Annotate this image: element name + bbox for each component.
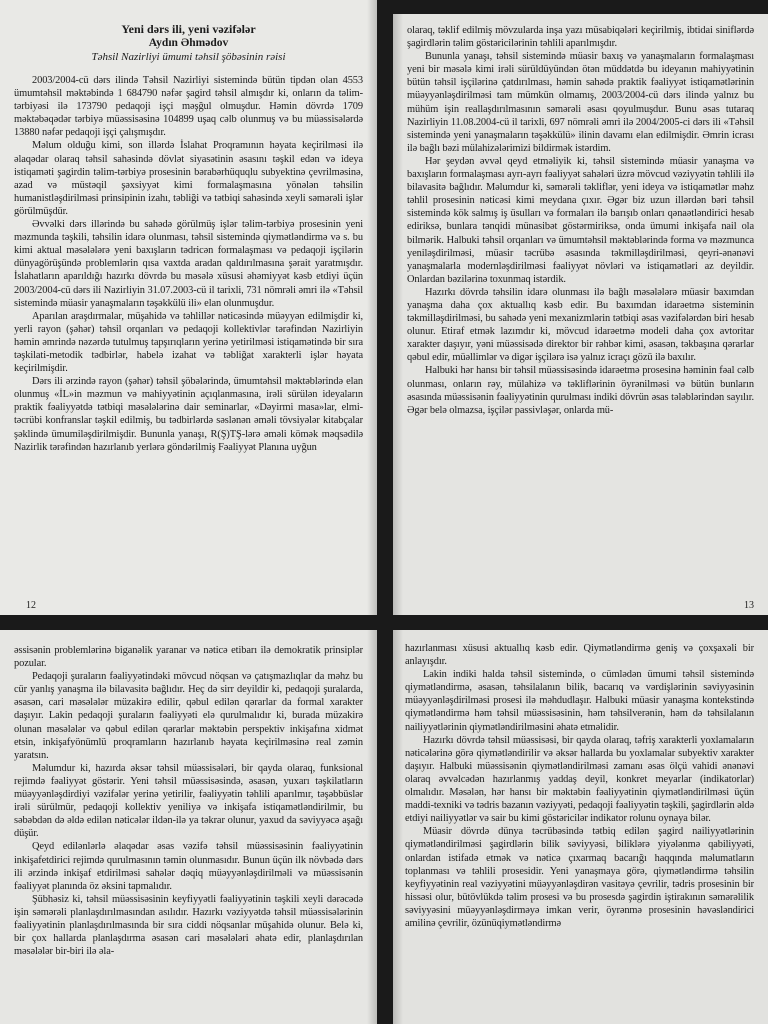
paragraph: Qeyd edilənlərlə əlaqədar əsas vəzifə təhsil müəssisəsinin fəaliyyətinin inkişafetdirici rejimdə qurulmasının təmin olunmasıdır. Bunun üçün ilk növbədə dərs ili ərzində inkişaf etdirilməsi sahələr dəqiq müəyyənləşdirilməli və müəssisənin fəaliyyət planında öz əksini tapmalıdır. [14,841,363,892]
paragraph: Hər şeydən əvvəl qeyd etməliyik ki, təhsil sistemində müasir yanaşma və baxışların formalaşması ayrı-ayrı fəaliyyət sahələri üzrə mövcud vəziyyətin təhlili ilə bilavasitə bağlıdır. Məlumdur ki, səmərəli təkliflər, yeni ideya və istiqamətlər məhz təhlil prosesinin nəticəsi kimi meydana çıxır. Əgər biz uzun illərdən bəri təhsil sistemində kök salmış iş üsulları və formaları ilə barışıb onları qənaətləndirici hesab ediriksə, bunlara tənqidi münasibət göstərmiriksə, onda ümumi inkişafa nail ola bilmərik. Halbuki təhsil orqanları və ümumtəhsil məktəblərində forma və məzmunca yeniləşdirilməsi, müasir təcrübə əsasında təkmilləşdirilməsi, qeyri-ənənəvi yanaşmalarla modernləşdirilməsi fəaliyyət növləri və istiqamətləri az deyildir. Onlardan bəzilərinə toxunmaq istərdik. [407,155,754,285]
book-page-lower-left [0,630,377,1024]
paragraph: Hazırkı dövrdə təhsil müəssisəsi, bir qayda olaraq, təfriş xarakterli yoxlamaların nəticələrinə görə qiymətləndirilir və əksər hallarda bu yoxlamalar subyektiv xarakter daşıyır. Halbuki müəssisənin qiymətləndirilməsi zamanı əsas ölçü vahidi ənənəvi olaraq əvvəlcədən hazırlanmış yaddaş deyil, konkret meyarlar (indikatorlar) olmalıdır. Məsələn, hər hansı bir məktəbin fəaliyyətinin qiymətləndirilməsi üçün maddi-texniki və tədris bazanın vəziyyəti, pedaqoji fəaliyyətin təşkili, şagirdlərin əldə etdiyi nailiyyətlər və sair bu kimi göstəricilər indikator rolunu oynaya bilər. [405,734,754,825]
paragraph: Hazırkı dövrdə təhsilin idarə olunması ilə bağlı məsələlərə müasir baxımdan yanaşma daha çox aktuallıq kəsb edir. Bu baxımdan idarəetmə sisteminin təkmilləşdirilməsi, bu sahədə yeni mexanizmlərin tətbiqi əsas vəzifələrdən biri hesab olunur. Etiraf etmək lazımdır ki, mövcud idarəetmə modeli daha çox avtoritar xarakter daşıyır, yəni müəssisədə direktor bir rəhbər kimi, əsasən, təkbaşına qərarlar qəbul edir, müəllimlər və digər işçilərə isə yalnız icraçı gözü ilə baxılır. [407,286,754,364]
page-gutter-shadow [367,0,377,615]
paragraph: Dərs ili ərzində rayon (şəhər) təhsil şöbələrində, ümumtəhsil məktəblərində elan olunmuş «İL»in məzmun və mahiyyətinin açıqlanmasına, irəli sürülən ideyaların praktik fəaliyyətdə tətbiqi məsələlərinə dair seminarlar, «Dəyirmi masa»lar, elmi-təcrübi konfranslar təşkil edilmiş, bu tədbirlərdə səslənən əməli tövsiyələr kitabçalar şəklində ümumiləşdirilmişdir. Bununla yanaşı, R(Ş)TŞ-lərə əməli kömək məqsədilə Nazirlik tərəfindən hazırlanıb yerlərə göndərilmiş Fəaliyyət Planına uyğun [14,376,363,453]
paragraph: Bununla yanaşı, təhsil sistemində müasir baxış və yanaşmaların formalaşması yeni bir məsələ kimi irəli sürüldüyündən ötən müddətdə bu ideyanın mahiyyətinin bütün təhsil işçilərinə çatdırılması, həmin sahədə praktik fəaliyyət istiqamətlərinin müəyyənləşdirilməsi tam mümkün olmamış, 2003/2004-cü dərs ilində yalnız bu mühüm işin reallaşdırılmasının səmərəli əsası qoyulmuşdur. Bunu əsas tutaraq Nazirliyin 11.08.2004-cü il tarixli, 697 nömrəli əmri ilə 2004/2005-ci dərs ili «Təhsil sistemində yeni yanaşmaların təşəkkülü» ilinin davamı elan edilmişdir. Əmrin icrası ilə bağlı bəzi mülahizələrimizi bildirmək istərdim. [407,51,754,154]
paragraph: əssisənin problemlərinə biganəlik yaranar və nəticə etibarı ilə demokratik prinsiplər pozular. [14,645,363,670]
paragraph: hazırlanması xüsusi aktuallıq kəsb edir. Qiymətləndirmə geniş və çoxşaxəli bir anlayışdır. [405,643,754,668]
paragraph: 2003/2004-cü dərs ilində Təhsil Nazirliyi sistemində bütün tipdən olan 4553 ümumtəhsil məktəbində 1 684790 nəfər şagird təhsil almışdır ki, onların da təlim-tərbiyəsi ilə 173790 pedaqoji işçi məşğul olmuşdur. Həmin dövrdə 1709 məktəbəqədər tərbiyə müəssisəsinə 104899 uşaq cəlb olunmuş və bu müəssisələrdə 13880 nəfər pedaqoji işçi çalışmışdır. [14,75,363,139]
book-page-lower-right [393,630,768,1024]
paragraph: Müasir dövrdə dünya təcrübəsində tətbiq edilən şagird nailiyyətlərinin qiymətləndirilməsi şagirdlərin bilik səviyyəsi, biliklərə yiyələnmə qabiliyyəti, onlardan istifadə etmək və nəticə çıxarmaq bacarığı haqqında məlumatların toplanması və təhlili prosesidir. Yeni yanaşmaya görə, qiymətləndirmə təhsilin keyfiyyətinin real vəziyyətini müəyyənləşdirən vasitəyə çevrilir, tədris prosesinin bir hissəsi olur, bütövlükdə təlim prosesi və bu prosesdə şagirdin iştirakının səmərəlilik səviyyəsini müəyyənləşdirməyə imkan verir, öyrənmə prosesinin həvəsləndirici amilinə çevrilir, özünüqiymətləndirmə [405,826,754,929]
paragraph: Pedaqoji şuraların fəaliyyətindəki mövcud nöqsan və çatışmazlıqlar da məhz bu cür yanlış yanaşma ilə bilavasitə bağlıdır. Heç də sirr deyildir ki, pedaqoji şuralarda, əsasən, cari məsələlər müzakirə edilir, qəbul edilən qərarlar da formal xarakter daşıyır. Lakin pedaqoji şuraların fəaliyyəti elə qurulmalıdır ki, burada müzakirə olunan məsələlər və qəbul edilən qərarlar məktəbin perspektiv inkişafına xidmət etsin, inkişafyönümlü proqramların hazırlanıb həyata keçirilməsinə real zəmin yaratsın. [14,671,363,761]
paragraph: Şübhəsiz ki, təhsil müəssisəsinin keyfiyyətli fəaliyyətinin təşkili xeyli dərəcədə işin səmərəli planlaşdırılmasından asılıdır. Hazırkı vəziyyətdə təhsil müəssisələrinin fəaliyyətinin planlaşdırılmasında bir sıra ciddi nöqsanlar müşahidə olunur. Belə ki, bir çox hallarda planlaşdırma əsasən cari məsələləri əhatə edir, planlaşdırılan məsələlər bir-biri ilə əla- [14,893,363,958]
author-position: Təhsil Nazirliyi ümumi təhsil şöbəsinin rəisi [91,51,286,63]
page-number: 12 [26,600,36,611]
paragraph: Əvvəlki dərs illərində bu sahədə görülmüş işlər təlim-tərbiyə prosesinin yeni məzmunda təşkili, təhsilin idarə olunması, təhsil sistemində qiymətləndirmə və s. bu kimi aktual məsələlərə yeni baxışların tədricən formalaşması və pedaqoji işçilərin dünyagörüşündə problemlərin qısa vaxtda aradan qaldırılmasına şərait yaratmışdır. İslahatların aparıldığı hazırkı dövrdə bu məsələ xüsusi əhəmiyyət kəsb etdiyi üçün 2003/2004-cü dərs ili Nazirliyin 31.07.2003-cü il tarixli, 731 nömrəli əmri ilə «Təhsil sistemində müasir yanaşmaların təşəkkülü ili» elan olunmuşdur. [14,219,363,309]
paragraph: Məlum olduğu kimi, son illərdə İslahat Proqramının həyata keçirilməsi ilə əlaqədar olaraq təhsil sahəsində dövlət siyasətinin əsasını təşkil edən və ideya istiqaməti şagirdin təlim-tərbiyə prosesinin bərabərhüquqlu subyektinə çevrilməsinə, azad və müstəqil şəxsiyyət kimi formalaşmasına yönələn təhsilin humanistləşdirilməsi prinsipinin izahı, təbliği və tətbiqi sahəsində xeyli səmərəli işlər görülmüşdür. [14,140,363,217]
article-title: Yeni dərs ili, yeni vəzifələr [121,22,256,36]
page-gutter-shadow [393,14,403,615]
paragraph: Halbuki hər hansı bir təhsil müəssisəsində idarəetmə prosesinə həminin fəal cəlb olunması, onların rəy, mülahizə və təkliflərinin öyrənilməsi və bütün bunların əsasında müəssisənin fəaliyyətinin qurulması indiki dövrün əsas tələblərindən sayılır. Əgər belə olmazsa, işçilər passivləşər, onlarda mü- [407,365,754,416]
page-gutter-shadow [393,630,403,1024]
paragraph: olaraq, təklif edilmiş mövzularda inşa yazı müsabiqələri keçirilmiş, ibtidai siniflərdə şagirdlərin təlim göstəricilərinin təhlili aparılmışdır. [407,25,754,50]
page-number: 13 [744,600,754,611]
book-page-13 [393,14,768,615]
paragraph: Lakin indiki halda təhsil sistemində, o cümlədən ümumi təhsil sistemində qiymətləndirmə, əsasən, təhsilalanın bilik, bacarıq və vərdişlərinin səviyyəsinin müəyyənləşdirilməsi prosesi ilə məhdudlaşır. Halbuki müasir yanaşma kontekstində qiymətləndirmə həm təhsil müəssisəsinin, həm təhsilverənin, həm də təhsilalanın nailiyyətlərinin qiymətləndirilməsini əhatə etməlidir. [405,669,754,733]
paragraph: Aparılan araşdırmalar, müşahidə və təhlillər nəticəsində müəyyən edilmişdir ki, yerli rayon (şəhər) təhsil orqanları və pedaqoji kollektivlər tərəfindən Nazirliyin həmin əmrində nəzərdə tutulmuş tapşırıqların yerinə yetirilməsi istiqamətində bir sıra təşkilati-metodik tədbirlər, habelə izahat və təbliğat xarakterli işlər həyata keçirilmişdir. [14,310,363,375]
page-gutter-shadow [367,630,377,1024]
book-page-12 [0,0,377,615]
paragraph: Məlumdur ki, hazırda əksər təhsil müəssisələri, bir qayda olaraq, funksional rejimdə fəaliyyət göstərir. Yeni təhsil müəssisəsində, əsasən, yuxarı təşkilatların müəyyənləşdirdiyi vəzifələr yerinə yetirilir, fəaliyyətin təhlili aparılmır, təşəbbüslər irəli sürülmür, pedaqoji kollektiv yeniliyə və inkişafa istiqamətləndirilmir, bu səbəbdən də əldə edilən nəticələr ildən-ilə ya təkrar olunur, yaxud da səviyyəcə aşağı düşür. [14,762,363,840]
article-author: Aydın Əhmədov [148,37,229,49]
